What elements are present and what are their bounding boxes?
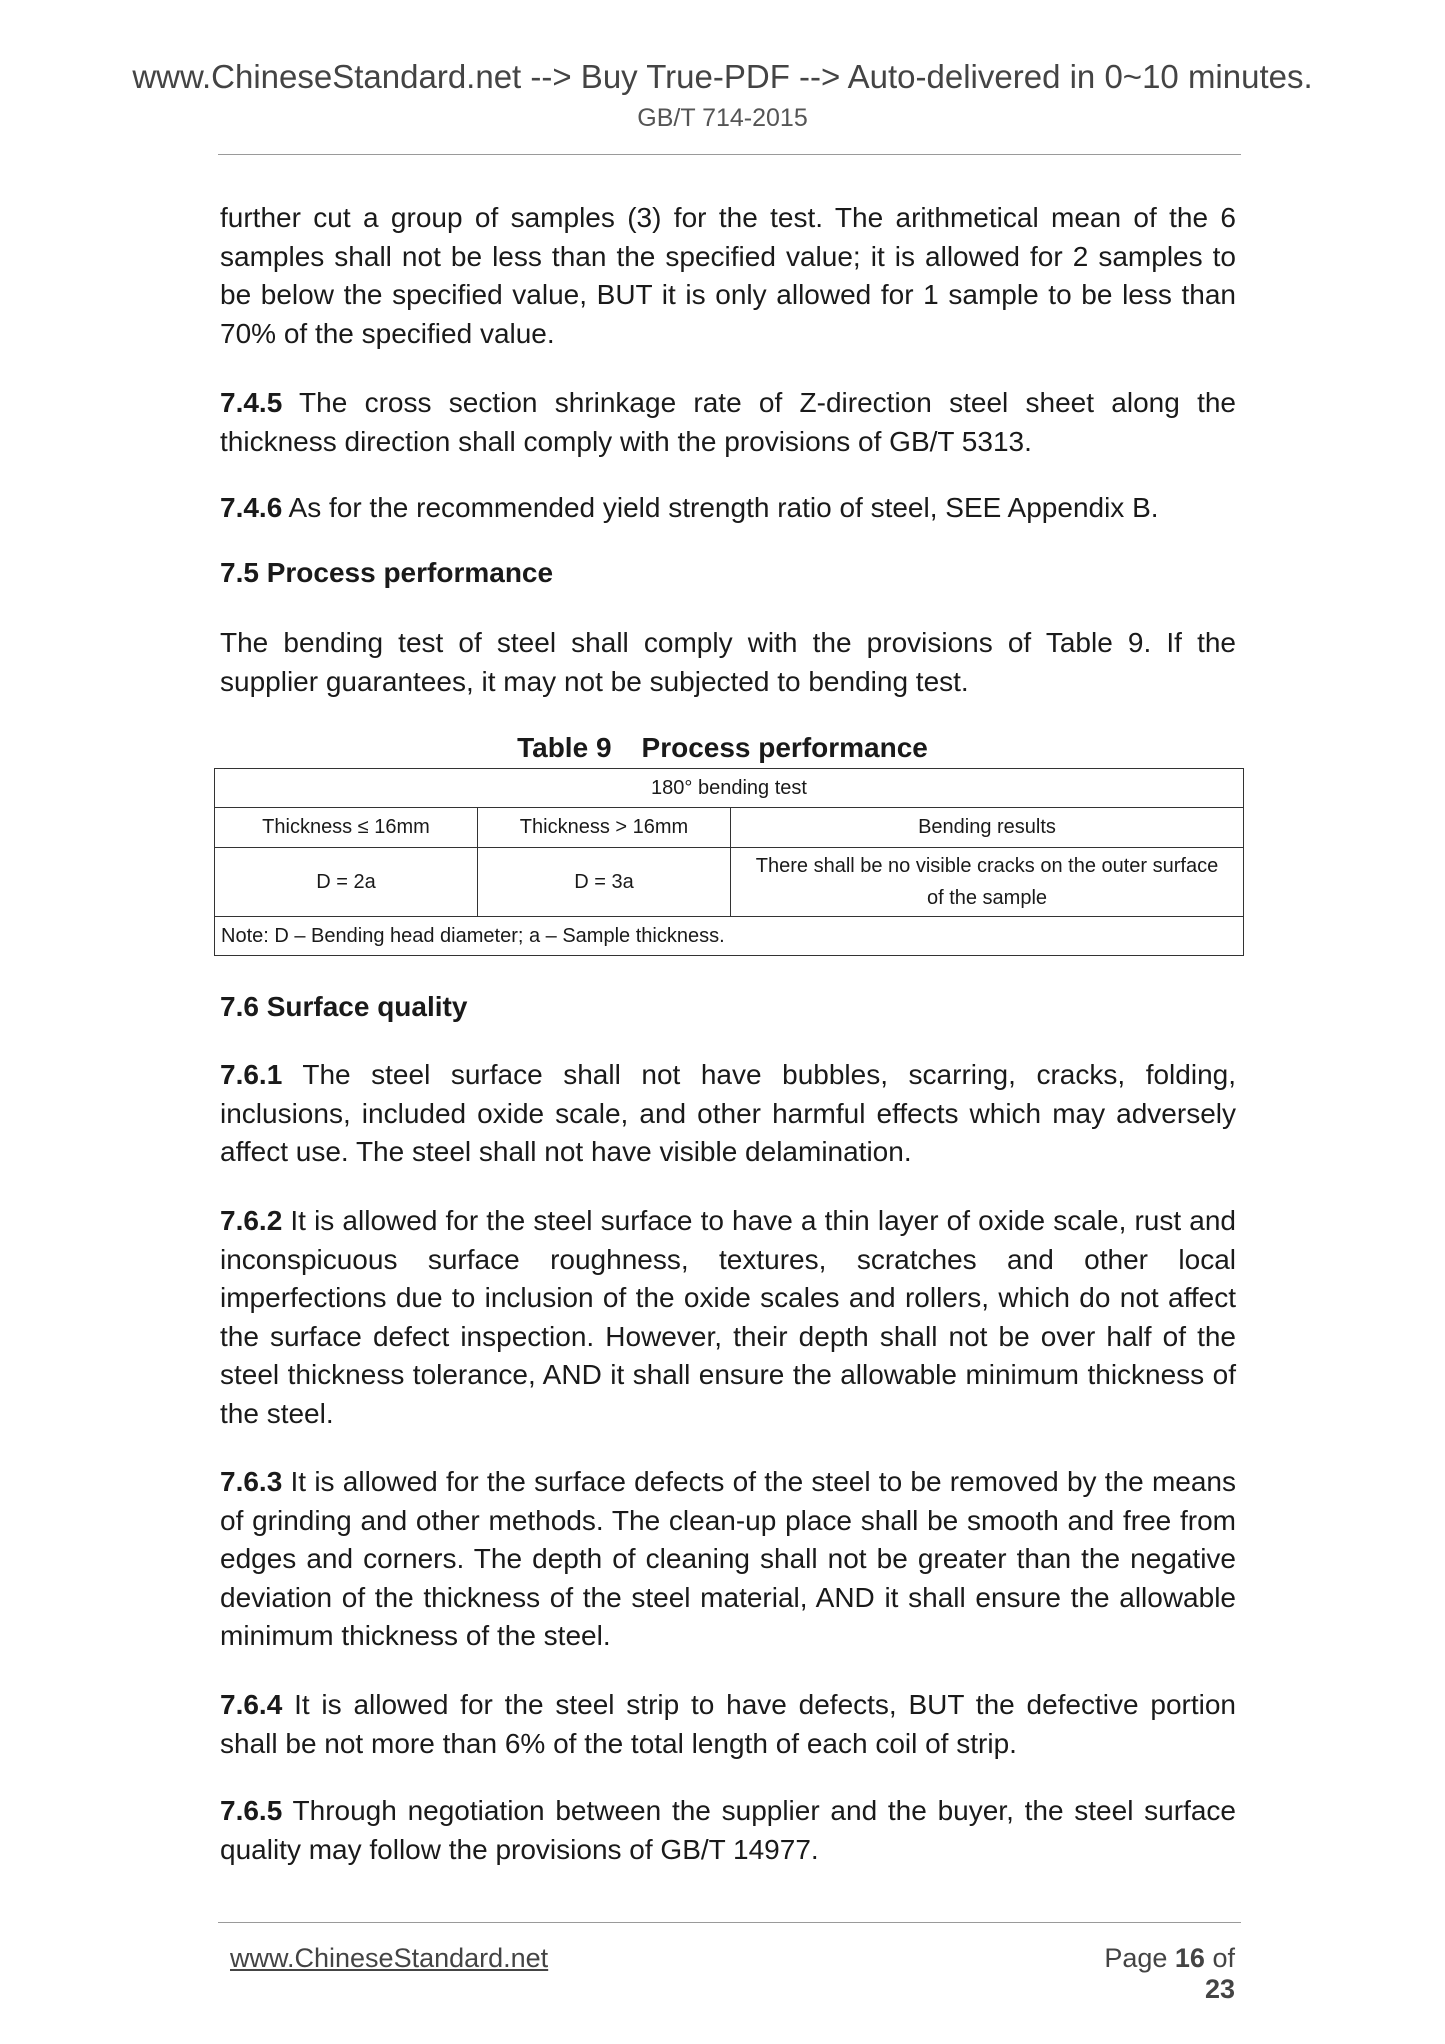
- clause-text: Through negotiation between the supplier and the buyer, the steel surface quality may follow the provisions of GB/T 14977.: [220, 1795, 1236, 1865]
- clause-number: 7.4.6: [220, 492, 283, 523]
- footer-divider: [218, 1922, 1241, 1923]
- table-group-header: 180° bending test: [215, 769, 1244, 808]
- clause-7-6-1: [220, 1056, 1236, 1172]
- table-row: [215, 808, 1244, 848]
- page-total: 23: [1204, 1974, 1235, 2004]
- table-caption-title: Process performance: [641, 732, 928, 763]
- clause-text: The cross section shrinkage rate of Z-direction steel sheet along the thickness direction shall comply with the provisions of GB/T 5313.: [220, 387, 1236, 457]
- header-divider: [218, 154, 1241, 155]
- table-caption: [0, 732, 1445, 764]
- page-current: 16: [1174, 1943, 1205, 1973]
- clause-7-6-3: [220, 1463, 1236, 1656]
- page-of: of: [1212, 1943, 1235, 1973]
- table-row: [215, 917, 1244, 956]
- table-cell-thick: D = 3a: [478, 848, 731, 917]
- clause-7-4-6: [220, 489, 1236, 528]
- process-performance-table: [214, 768, 1244, 956]
- clause-text: As for the recommended yield strength ratio of steel, SEE Appendix B.: [282, 492, 1159, 523]
- table-cell-result: There shall be no visible cracks on the outer surface of the sample: [731, 848, 1244, 917]
- table-cell-thin: D = 2a: [215, 848, 478, 917]
- standard-code: GB/T 714-2015: [637, 104, 808, 132]
- section-heading-7-5: 7.5 Process performance: [220, 557, 554, 588]
- clause-text: It is allowed for the surface defects of the steel to be removed by the means of grinding and other methods. The clean-up place shall be smooth and free from edges and corners. The depth of cleaning shall not be greater than the negative deviation of the thickness of the steel material, AND it shall ensure the allowable minimum thickness of the steel.: [220, 1466, 1236, 1651]
- paragraph-7-5: The bending test of steel shall comply with the provisions of Table 9. If the supplier guarantees, it may not be subjected to bending test.: [220, 627, 1236, 697]
- clause-text: It is allowed for the steel surface to have a thin layer of oxide scale, rust and inconspicuous surface roughness, textures, scratches and other local imperfections due to inclusion of the oxide scales and rollers, which do not affect the surface defect inspection. However, their depth shall not be over half of the steel thickness tolerance, AND it shall ensure the allowable minimum thickness of the steel.: [220, 1205, 1236, 1429]
- table-note: Note: D – Bending head diameter; a – Sample thickness.: [215, 917, 1244, 956]
- clause-number: 7.6.2: [220, 1205, 283, 1236]
- paragraph-continued: further cut a group of samples (3) for the test. The arithmetical mean of the 6 samples shall not be less than the specified value; it is allowed for 2 samples to be below the specified value, BUT it is only allowed for 1 sample to be less than 70% of the specified value.: [220, 202, 1236, 349]
- footer-site-link[interactable]: www.ChineseStandard.net: [230, 1943, 549, 1973]
- clause-number: 7.6.5: [220, 1795, 283, 1826]
- clause-7-4-5: [220, 384, 1236, 461]
- page-indicator: [1070, 1943, 1235, 2005]
- clause-number: 7.6.4: [220, 1689, 283, 1720]
- clause-7-6-2: [220, 1202, 1236, 1433]
- page-label: Page: [1104, 1943, 1168, 1973]
- clause-7-6-5: [220, 1792, 1236, 1869]
- clause-7-6-4: [220, 1686, 1236, 1763]
- table-header-result: Bending results: [731, 808, 1244, 848]
- table-row: [215, 769, 1244, 808]
- section-heading-7-6: 7.6 Surface quality: [220, 991, 468, 1022]
- table-row: [215, 848, 1244, 917]
- clause-number: 7.4.5: [220, 387, 283, 418]
- table-header-thin: Thickness ≤ 16mm: [215, 808, 478, 848]
- header-banner: www.ChineseStandard.net --> Buy True-PDF --> Auto-delivered in 0~10 minutes.: [132, 58, 1313, 95]
- table-header-thick: Thickness > 16mm: [478, 808, 731, 848]
- clause-text: It is allowed for the steel strip to have defects, BUT the defective portion shall be not more than 6% of the total length of each coil of strip.: [220, 1689, 1236, 1759]
- clause-number: 7.6.3: [220, 1466, 283, 1497]
- clause-text: The steel surface shall not have bubbles, scarring, cracks, folding, inclusions, included oxide scale, and other harmful effects which may adversely affect use. The steel shall not have visible delamination.: [220, 1059, 1236, 1167]
- table-caption-number: Table 9: [517, 732, 612, 763]
- clause-number: 7.6.1: [220, 1059, 283, 1090]
